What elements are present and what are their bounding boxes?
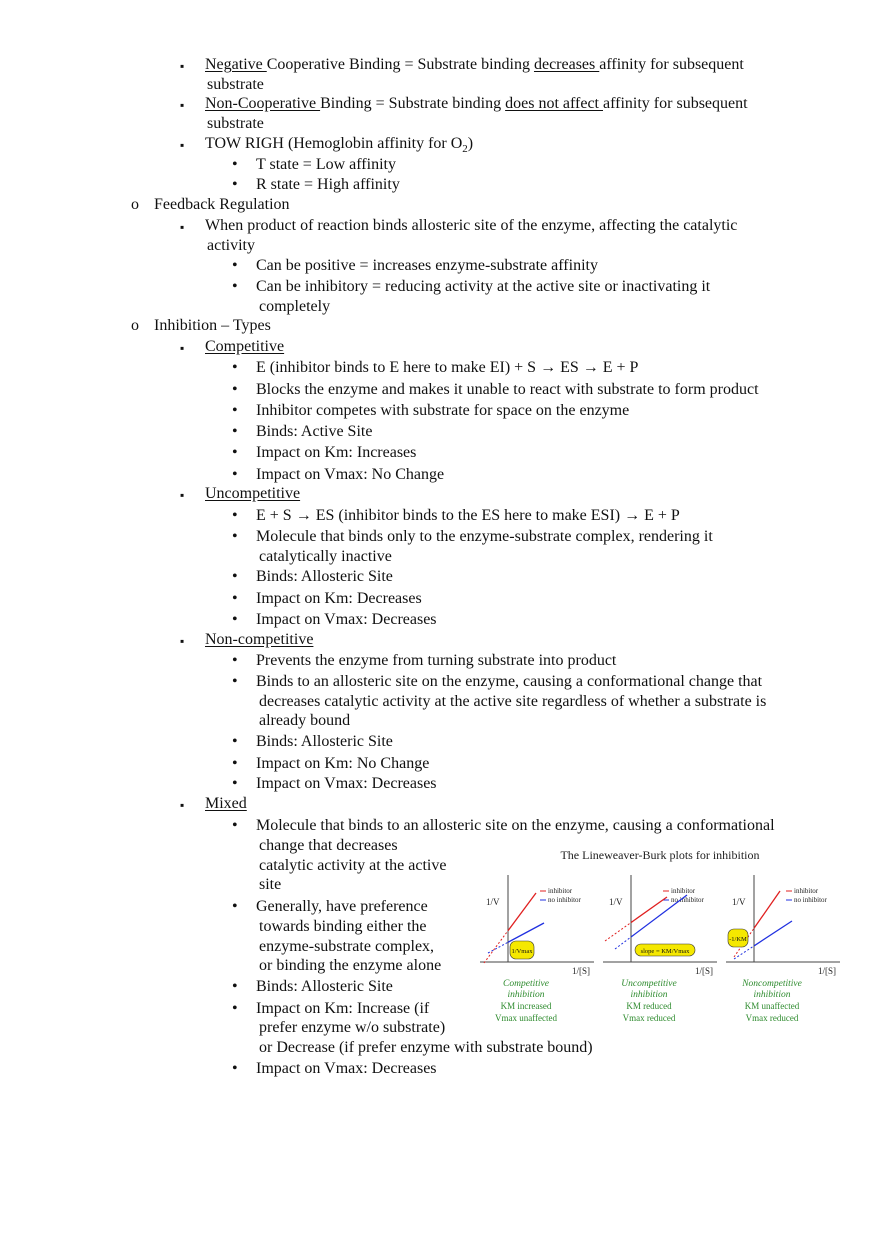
line-text: Cooperative Binding = Substrate binding (266, 56, 534, 73)
lineweaver-burk-svg (470, 845, 845, 1030)
line-text: Impact on Km: Decreases (256, 590, 422, 607)
text-line (259, 875, 281, 895)
annotation-callout: -1/KM (729, 936, 747, 943)
line-text: Binds: Allosteric Site (256, 568, 393, 585)
text-line (256, 672, 762, 692)
x-axis-label: 1/[S] (572, 966, 590, 976)
inhibition-type-name: Uncompetitive (621, 979, 677, 989)
text-line (205, 630, 313, 650)
legend-no-inhibitor: no inhibitor (794, 896, 827, 904)
list-bullet: • (232, 444, 238, 461)
text-line (259, 836, 398, 856)
text-line (259, 917, 427, 937)
list-bullet: • (232, 156, 238, 173)
lb-panel-2 (603, 875, 717, 1023)
text-line (259, 547, 392, 567)
y-axis-label: 1/V (486, 897, 500, 907)
list-bullet: • (232, 278, 238, 295)
line-text: site (259, 876, 282, 893)
line-text: Inhibitor competes with substrate for space on the enzyme (256, 402, 630, 419)
line-text: towards binding either the (259, 918, 427, 935)
inhibition-type-name: inhibition (630, 990, 668, 1000)
text-line (259, 692, 766, 712)
list-bullet: • (232, 466, 238, 483)
text-line (256, 527, 713, 547)
vmax-effect: Vmax reduced (622, 1013, 676, 1023)
vmax-effect: Vmax unaffected (494, 1013, 558, 1023)
line-text: enzyme-substrate complex, (259, 938, 435, 955)
figure-title: The Lineweaver-Burk plots for inhibition (560, 848, 760, 862)
line-text: When product of reaction binds allosteric site of the enzyme, affecting the catalytic (205, 217, 738, 234)
line-text: Binding = Substrate binding (320, 95, 506, 112)
list-bullet: • (232, 817, 238, 834)
line-text: ) (467, 135, 474, 152)
line-text: Prevents the enzyme from turning substrate into product (256, 652, 617, 669)
list-bullet: ▪ (180, 220, 185, 234)
line-text: Impact on Vmax: Decreases (256, 775, 437, 792)
list-bullet: • (232, 1060, 238, 1077)
text-line (207, 114, 264, 134)
text-line (154, 195, 290, 215)
line-text: Blocks the enzyme and makes it unable to react with substrate to form product (256, 381, 759, 398)
list-bullet: • (232, 590, 238, 607)
list-bullet: • (232, 402, 238, 419)
subscript: 2 (462, 143, 468, 156)
line-text: Can be inhibitory = reducing activity at the active site or inactivating it (256, 278, 711, 295)
text-line (207, 236, 255, 256)
text-line (205, 794, 247, 814)
text-line (259, 1018, 445, 1038)
list-bullet: • (232, 381, 238, 398)
legend-inhibitor: inhibitor (548, 887, 573, 895)
underlined-term: Non-competitive (205, 631, 314, 648)
list-bullet: o (131, 196, 139, 213)
no-inhibitor-line (754, 921, 792, 946)
list-bullet: • (232, 898, 238, 915)
underlined-term: Negative (205, 56, 267, 73)
line-text: Inhibition – Types (154, 317, 271, 334)
y-axis-label: 1/V (732, 897, 746, 907)
text-line (256, 465, 444, 485)
text-line (256, 506, 680, 526)
text-line (256, 277, 710, 297)
text-line (259, 956, 441, 976)
y-axis-label: 1/V (609, 897, 623, 907)
text-line (256, 401, 629, 421)
text-line (256, 422, 372, 442)
extrapolated-line (615, 937, 631, 949)
text-line (256, 610, 437, 630)
underlined-term: Uncompetitive (205, 485, 301, 502)
text-line (259, 1038, 593, 1058)
inhibition-type-name: Competitive (503, 979, 549, 989)
underlined-term: does not affect (505, 95, 603, 112)
line-text: TOW RIGH (Hemoglobin affinity for O (205, 135, 463, 152)
text-line (256, 589, 422, 609)
text-line (259, 711, 350, 731)
vmax-effect: Vmax reduced (745, 1013, 799, 1023)
line-text: Binds: Allosteric Site (256, 733, 393, 750)
x-axis-label: 1/[S] (695, 966, 713, 976)
text-line (256, 754, 429, 774)
line-text: Molecule that binds to an allosteric site on the enzyme, causing a conformational (256, 817, 775, 834)
line-text: catalytic activity at the active (259, 857, 447, 874)
text-line (205, 216, 737, 236)
list-bullet: • (232, 528, 238, 545)
text-line (259, 937, 434, 957)
legend-no-inhibitor: no inhibitor (671, 896, 704, 904)
list-bullet: ▪ (180, 59, 185, 73)
line-text: Binds to an allosteric site on the enzyme, causing a conformational change that (256, 673, 763, 690)
line-text: already bound (259, 712, 351, 729)
text-line (256, 999, 429, 1019)
list-bullet: • (232, 652, 238, 669)
underlined-term: Non-Cooperative (205, 95, 321, 112)
list-bullet: ▪ (180, 138, 185, 152)
list-bullet: • (232, 568, 238, 585)
text-line (256, 443, 416, 463)
list-bullet: • (232, 733, 238, 750)
extrapolated-line (484, 931, 508, 963)
line-text: Impact on Km: Increases (256, 444, 417, 461)
line-text: affinity for subsequent (599, 56, 744, 73)
inhibitor-line (631, 897, 667, 923)
legend-inhibitor: inhibitor (794, 887, 819, 895)
line-text: change that decreases (259, 837, 398, 854)
list-bullet: • (232, 611, 238, 628)
lb-panel-3 (726, 875, 840, 1023)
line-text: T state = Low affinity (256, 156, 396, 173)
lb-panel-1 (480, 875, 594, 1023)
text-line (259, 856, 446, 876)
text-line (256, 732, 393, 752)
list-bullet: • (232, 257, 238, 274)
text-line (154, 316, 271, 336)
inhibitor-line (754, 891, 780, 928)
inhibition-type-name: inhibition (507, 990, 545, 1000)
list-bullet: • (232, 359, 238, 376)
text-line (256, 380, 759, 400)
list-bullet: • (232, 423, 238, 440)
list-bullet: • (232, 673, 238, 690)
underlined-term: decreases (533, 56, 600, 73)
legend-inhibitor: inhibitor (671, 887, 696, 895)
text-line (256, 774, 437, 794)
line-text: Binds: Allosteric Site (256, 978, 393, 995)
list-bullet: o (131, 317, 139, 334)
text-line (256, 977, 393, 997)
km-effect: KM increased (500, 1001, 552, 1011)
text-line (259, 297, 330, 317)
no-inhibitor-line (508, 923, 544, 942)
list-bullet: • (232, 1000, 238, 1017)
list-bullet: ▪ (180, 98, 185, 112)
km-effect: KM reduced (626, 1001, 672, 1011)
line-text: catalytically inactive (259, 548, 392, 565)
inhibitor-line (508, 893, 536, 931)
list-bullet: ▪ (180, 798, 185, 812)
line-text: Feedback Regulation (154, 196, 290, 213)
line-text: completely (259, 298, 331, 315)
line-text: activity (207, 237, 255, 254)
line-text: Binds: Active Site (256, 423, 373, 440)
list-bullet: • (232, 978, 238, 995)
text-line (205, 55, 744, 75)
line-text: or binding the enzyme alone (259, 957, 442, 974)
line-text: Impact on Vmax: Decreases (256, 611, 437, 628)
line-text: affinity for subsequent (603, 95, 748, 112)
list-bullet: • (232, 775, 238, 792)
text-line (256, 358, 638, 378)
text-line (256, 256, 598, 276)
list-bullet: • (232, 507, 238, 524)
list-bullet: • (232, 176, 238, 193)
line-text: Generally, have preference (256, 898, 428, 915)
text-line (207, 75, 264, 95)
text-line (256, 651, 616, 671)
lineweaver-burk-figure (470, 845, 845, 1030)
list-bullet: • (232, 755, 238, 772)
line-text: Impact on Vmax: Decreases (256, 1060, 437, 1077)
underlined-term: Competitive (205, 338, 285, 355)
text-line (256, 816, 775, 836)
text-line (205, 94, 748, 114)
list-bullet: ▪ (180, 488, 185, 502)
line-text: E (inhibitor binds to E here to make EI) + S → ES → E + P (256, 359, 639, 376)
line-text: Impact on Vmax: No Change (256, 466, 445, 483)
line-text: Impact on Km: Increase (if (256, 1000, 430, 1017)
annotation-callout: 1/Vmax (511, 948, 533, 955)
underlined-term: Mixed (205, 795, 247, 812)
line-text: Molecule that binds only to the enzyme-substrate complex, rendering it (256, 528, 713, 545)
line-text: substrate (207, 115, 264, 132)
line-text: decreases catalytic activity at the active site regardless of whether a substrate is (259, 693, 767, 710)
extrapolated-line (488, 942, 508, 953)
line-text: Can be positive = increases enzyme-substrate affinity (256, 257, 598, 274)
list-bullet: ▪ (180, 341, 185, 355)
extrapolated-line (605, 923, 631, 941)
line-text: substrate (207, 76, 264, 93)
text-line (205, 337, 284, 357)
text-line (256, 567, 393, 587)
text-line (256, 897, 428, 917)
list-bullet: ▪ (180, 634, 185, 648)
annotation-callout: slope = KM/Vmax (640, 948, 690, 955)
legend-no-inhibitor: no inhibitor (548, 896, 581, 904)
text-line (256, 155, 396, 175)
line-text: or Decrease (if prefer enzyme with substrate bound) (259, 1039, 593, 1056)
line-text: E + S → ES (inhibitor binds to the ES here to make ESI) → E + P (256, 507, 680, 524)
text-line (256, 1059, 437, 1079)
line-text: prefer enzyme w/o substrate) (259, 1019, 446, 1036)
line-text: Impact on Km: No Change (256, 755, 430, 772)
text-line (256, 175, 400, 195)
km-effect: KM unaffected (744, 1001, 800, 1011)
inhibition-type-name: Noncompetitive (742, 979, 802, 989)
text-line (205, 484, 300, 504)
inhibition-type-name: inhibition (753, 990, 791, 1000)
x-axis-label: 1/[S] (818, 966, 836, 976)
line-text: R state = High affinity (256, 176, 400, 193)
